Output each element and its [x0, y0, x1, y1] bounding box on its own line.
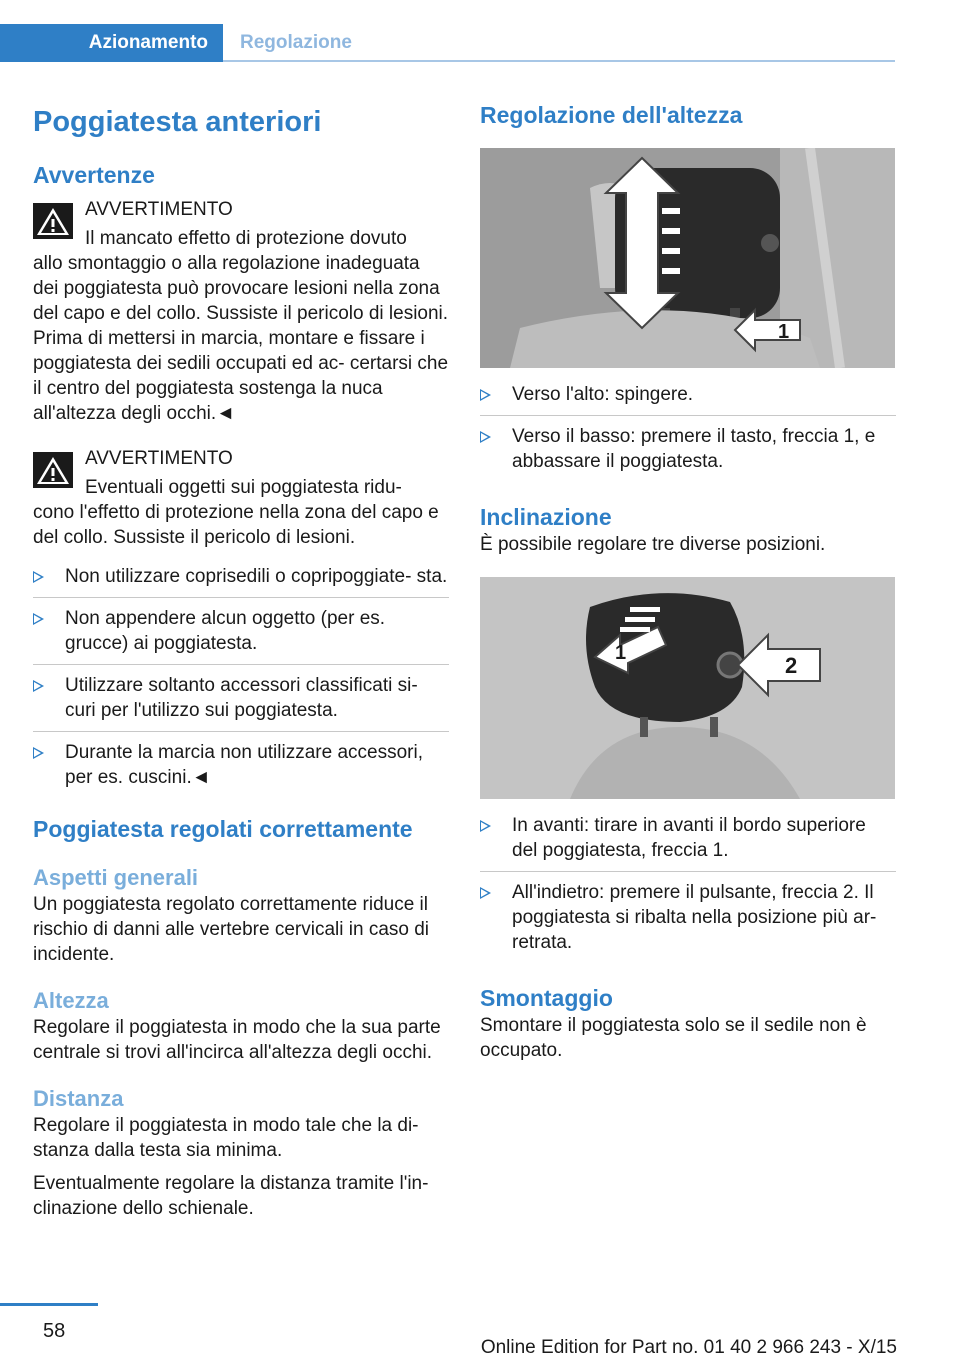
list-item: Non utilizzare coprisedili o copripoggiate- sta.: [33, 556, 449, 598]
warning2-first-line: Eventuali oggetti sui poggiatesta ridu-: [85, 477, 402, 498]
distance-text-1: Regolare il poggiatesta in modo tale che la di- stanza dalla testa sia minima.: [33, 1115, 419, 1161]
distance-text-2: Eventualmente regolare la distanza tramite l'in- clinazione dello schienale.: [33, 1173, 429, 1219]
tab-regolazione[interactable]: Regolazione: [240, 32, 352, 53]
arrow-bullet-icon: [33, 747, 44, 759]
removal-text: Smontare il poggiatesta solo se il sedile non è occupato.: [480, 1015, 867, 1061]
general-heading: Aspetti generali: [33, 865, 199, 890]
removal-heading: Smontaggio: [480, 985, 613, 1011]
height-adjust-heading: Regolazione dell'altezza: [480, 102, 743, 128]
edition-text: Online Edition for Part no. 01 40 2 966 243 - X/15: [480, 1337, 897, 1358]
warning2-body: cono l'effetto di protezione nella zona del capo e del collo. Sussiste il pericolo di lesioni.: [33, 502, 439, 548]
header-tabs: [0, 24, 895, 62]
arrow-bullet-icon: [33, 571, 44, 583]
right-column: [480, 100, 896, 1063]
warning-block-2: [33, 446, 449, 550]
arrow-bullet-icon: [33, 680, 44, 692]
list-item: All'indietro: premere il pulsante, freccia 2. Il poggiatesta si ribalta nella posizione più ar- retrata.: [480, 872, 896, 963]
tab-azionamento[interactable]: Azionamento: [0, 24, 223, 62]
list-item: In avanti: tirare in avanti il bordo superiore del poggiatesta, freccia 1.: [480, 805, 896, 872]
height-text: Regolare il poggiatesta in modo che la sua parte centrale si trovi all'incirca all'altezza degli occhi.: [33, 1017, 441, 1063]
tilt-list: [480, 805, 896, 963]
warning-icon: [33, 203, 73, 239]
warning1-first-line: Il mancato effetto di protezione dovuto: [85, 228, 407, 249]
list-item: Durante la marcia non utilizzare accessori, per es. cuscini.◄: [33, 732, 449, 798]
warning1-body: allo smontaggio o alla regolazione inadeguata dei poggiatesta può provocare lesioni nella zona del capo e del collo. Sussiste il pericolo di lesioni. Prima di mettersi in marcia, montare e fissare i poggiatesta dei sedili occupati ed ac- certarsi che il centro del poggiatesta sostenga la nuca all'altezza degli occhi.◄: [33, 253, 449, 424]
distance-heading: Distanza: [33, 1086, 124, 1111]
headrest-tilt-figure: [480, 577, 895, 799]
general-text: Un poggiatesta regolato correttamente riduce il rischio di danni alle vertebre cervicali in caso di incidente.: [33, 894, 430, 965]
arrow-bullet-icon: [480, 887, 491, 899]
arrow-bullet-icon: [33, 613, 44, 625]
header-divider: [223, 60, 895, 62]
list-item: Utilizzare soltanto accessori classificati si- curi per l'utilizzo sui poggiatesta.: [33, 665, 449, 732]
headrest-tilt-illustration: [480, 577, 895, 799]
figure1-label: 1: [778, 321, 790, 343]
page-number: 58: [43, 1320, 66, 1342]
section-heading-correct: Poggiatesta regolati correttamente: [33, 816, 413, 842]
arrow-bullet-icon: [480, 389, 491, 401]
figure2-label-2: 2: [785, 653, 798, 678]
warning-block-1: [33, 197, 449, 426]
tilt-text: È possibile regolare tre diverse posizioni.: [480, 534, 826, 555]
list-item: Verso il basso: premere il tasto, freccia 1, e abbassare il poggiatesta.: [480, 416, 896, 482]
list-item: Non appendere alcun oggetto (per es. grucce) ai poggiatesta.: [33, 598, 449, 665]
arrow-bullet-icon: [480, 820, 491, 832]
page-title: Poggiatesta anteriori: [33, 106, 322, 138]
figure2-label-1: 1: [615, 642, 627, 664]
headrest-height-illustration: [480, 148, 895, 368]
height-list: [480, 374, 896, 482]
footer-divider: [0, 1303, 98, 1306]
tilt-heading: Inclinazione: [480, 504, 612, 530]
headrest-height-figure: [480, 148, 895, 368]
list-item: Verso l'alto: spingere.: [480, 374, 896, 416]
warning-icon: [33, 452, 73, 488]
warning1-title: AVVERTIMENTO: [85, 199, 233, 220]
warning2-title: AVVERTIMENTO: [85, 448, 233, 469]
warning-list: [33, 556, 449, 798]
left-column: [33, 96, 449, 1221]
height-heading: Altezza: [33, 988, 109, 1013]
arrow-bullet-icon: [480, 431, 491, 443]
avvertenze-heading: Avvertenze: [33, 162, 155, 188]
